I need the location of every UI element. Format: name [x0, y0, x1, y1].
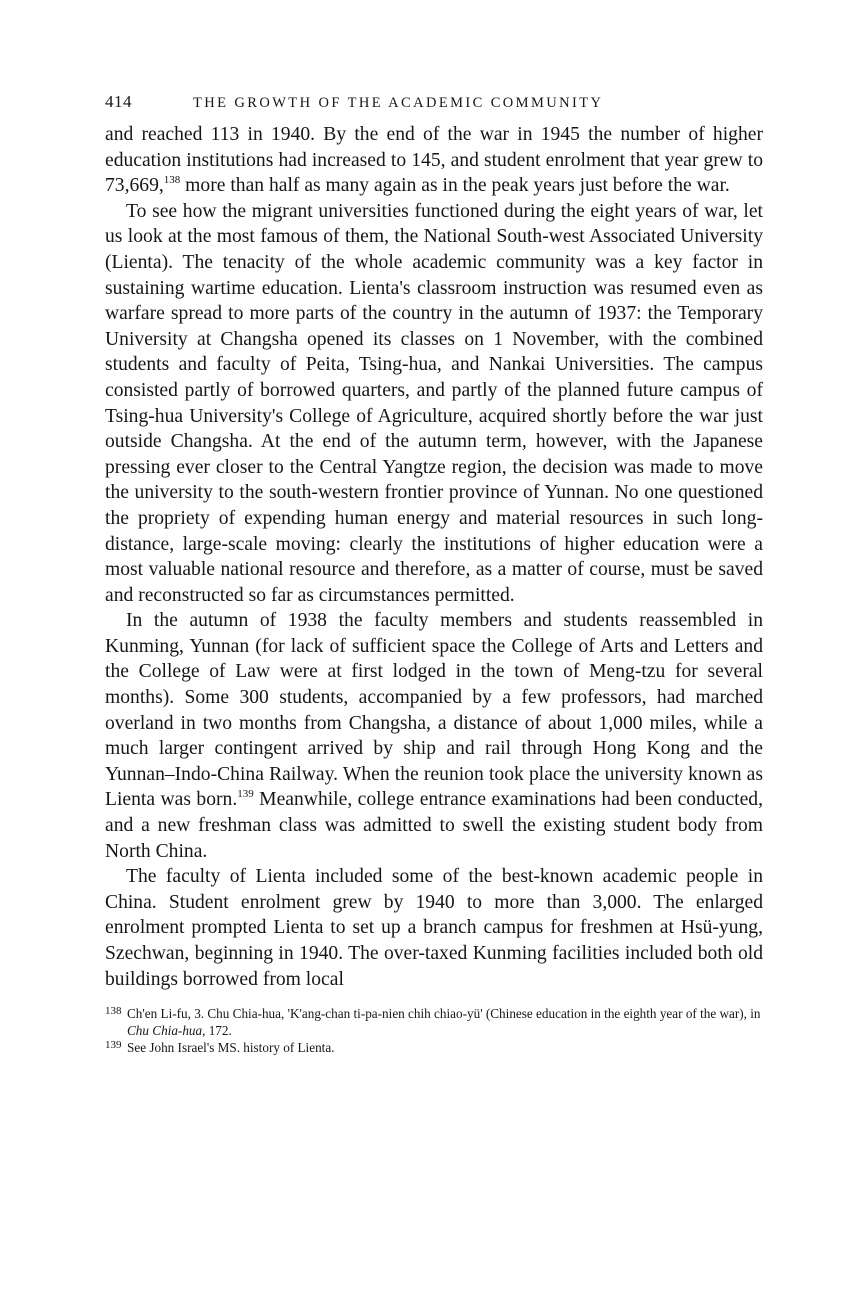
footnote-text — [127, 1039, 763, 1056]
text-run: , 172. — [202, 1023, 232, 1039]
running-title: THE GROWTH OF THE ACADEMIC COMMUNITY — [193, 95, 604, 111]
italic-title: Chu Chia-hua — [127, 1023, 203, 1039]
footnote-text — [127, 1005, 763, 1039]
footnote-reference: 138 — [163, 174, 181, 187]
text-run: Meanwhile, college entrance examinations had been conducted, and a new freshman class was admitted to swell the existing student body from North China. — [105, 789, 763, 862]
footnote-reference: 139 — [237, 788, 254, 801]
footnote-number: 139 — [105, 1039, 122, 1052]
text-run: more than half as many again as in the peak years just before the war. — [180, 175, 730, 197]
text-run: In the autumn of 1938 the faculty members and students reassembled in Kunming, Yunnan (for lack of sufficient space the College of Arts and Letters and the College of Law were at first lodged in the town of Meng-tzu for several months). Some 300 students, accompanied by a few professors, had marched overland in two months from Changsha, a distance of about 1,000 miles, while a much larger contingent arrived by ship and rail through Hong Kong and the Yunnan–Indo-China Railway. When the reunion took place the university known as Lienta was born. — [105, 610, 763, 811]
footnote — [105, 1039, 763, 1056]
paragraph — [105, 608, 763, 864]
footnotes — [105, 1005, 763, 1056]
running-header — [105, 92, 763, 114]
page-number: 414 — [105, 92, 132, 111]
text-run: Ch'en Li-fu, 3. Chu Chia-hua, 'K'ang-chan ti-pa-nien chih chiao-yü' (Chinese education in the eighth year of the war), in — [127, 1006, 761, 1022]
body-text — [105, 122, 763, 992]
footnote-number: 138 — [105, 1005, 122, 1018]
footnote — [105, 1005, 763, 1039]
text-run: To see how the migrant universities functioned during the eight years of war, let us look at the most famous of them, the National South-west Associated University (Lienta). The tenacity of the whole academic community was a key factor in sustaining wartime education. Lienta's classroom instruction was resumed even as warfare spread to more parts of the country in the autumn of 1937: the Temporary University at Changsha opened its classes on 1 November, with the combined students and faculty of Peita, Tsing-hua, and Nankai Universities. The campus consisted partly of borrowed quarters, and partly of the planned future campus of Tsing-hua University's College of Agriculture, acquired shortly before the war just outside Changsha. At the end of the autumn term, however, with the Japanese pressing ever closer to the Central Yangtze region, the decision was made to move the university to the south-western frontier province of Yunnan. No one questioned the propriety of expending human energy and material resources in such long-distance, large-scale moving: clearly the institutions of higher education were a most valuable national resource and therefore, as a matter of course, must be saved and reconstructed so far as circumstances permitted. — [105, 200, 763, 606]
text-run: The faculty of Lienta included some of the best-known academic people in China. Student enrolment grew by 1940 to more than 3,000. The enlarged enrolment prompted Lienta to set up a branch campus for freshmen at Hsü-yung, Szechwan, beginning in 1940. The over-taxed Kunming facilities included both old buildings borrowed from local — [105, 866, 763, 990]
book-page — [105, 92, 763, 1056]
paragraph — [105, 864, 763, 992]
text-run: See John Israel's MS. history of Lienta. — [127, 1040, 335, 1056]
text-run: and reached 113 in 1940. By the end of the war in 1945 the number of higher education institutions had increased to 145, and student enrolment that year grew to 73,669, — [105, 124, 763, 197]
paragraph — [105, 199, 763, 609]
paragraph — [105, 122, 763, 199]
